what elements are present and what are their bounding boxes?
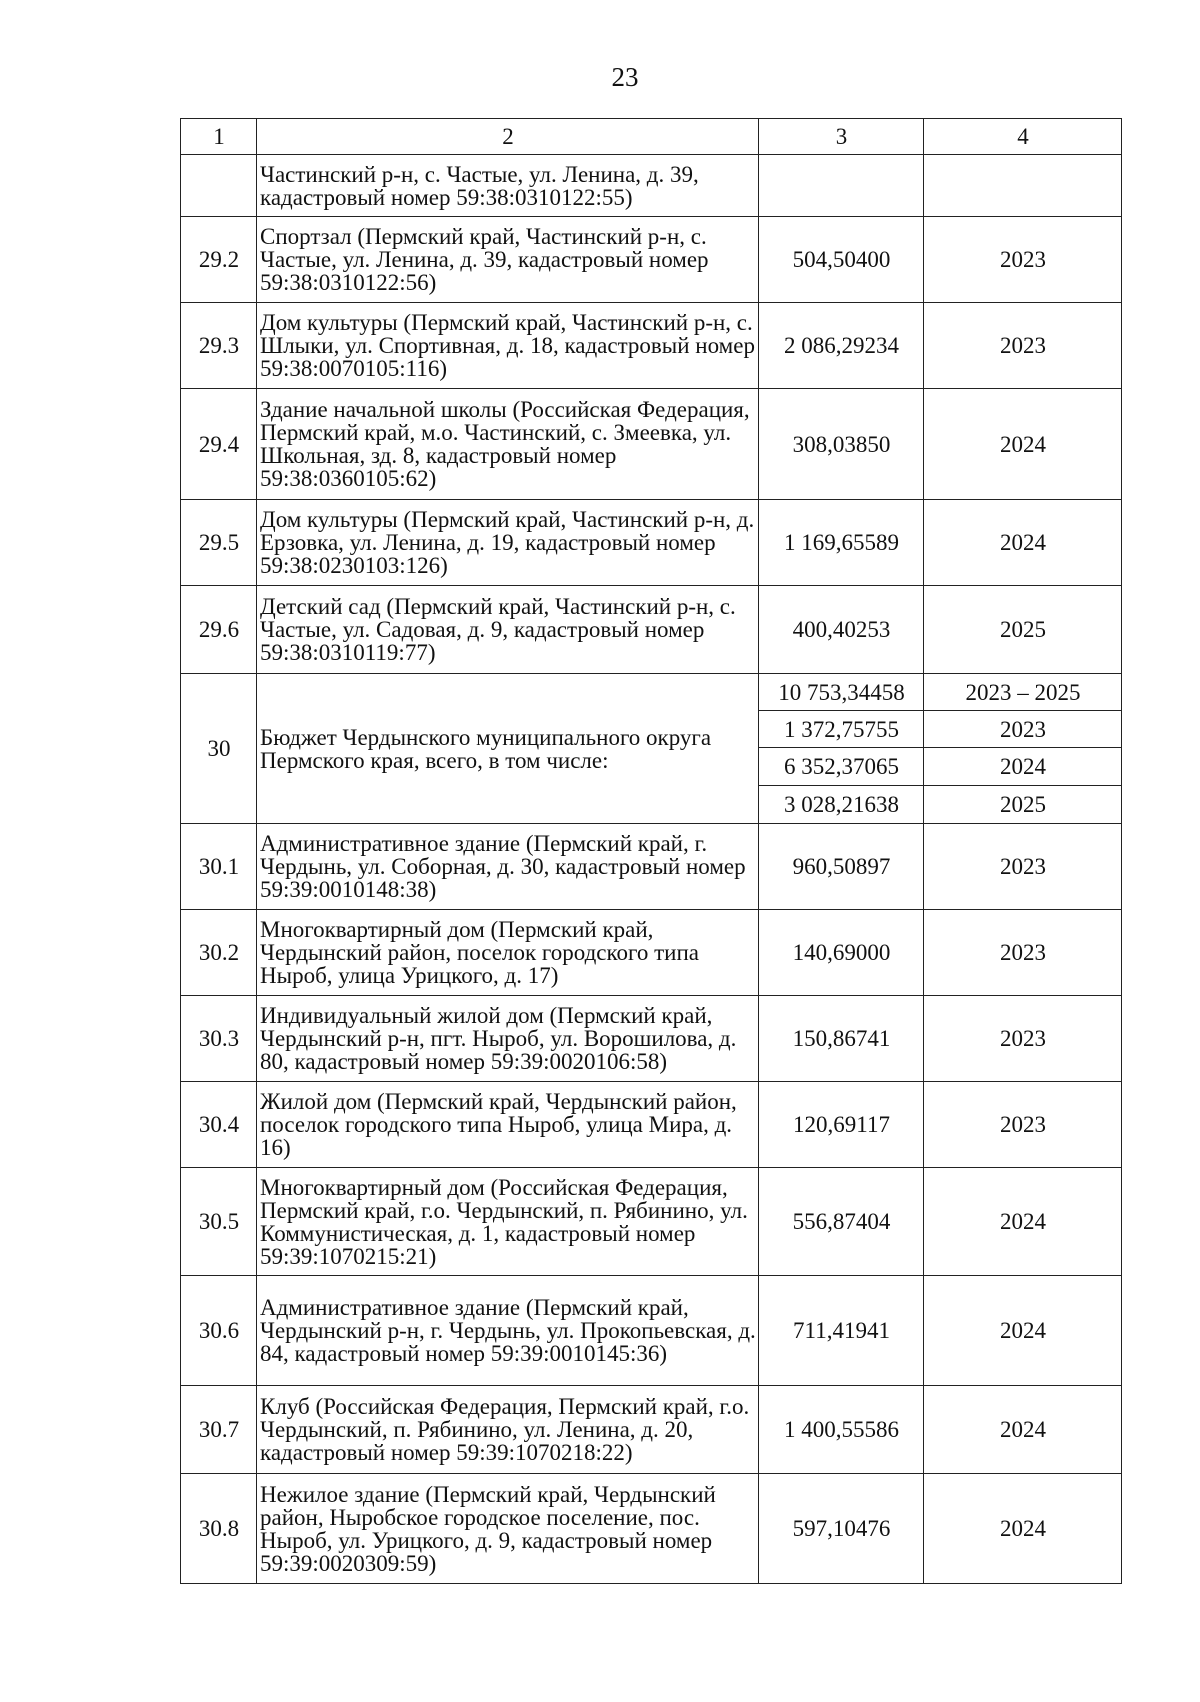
header-col-1: 1 <box>181 119 257 155</box>
row-number: 29.3 <box>181 303 257 389</box>
row-year: 2023 <box>924 217 1122 303</box>
budget-number: 30 <box>181 674 257 824</box>
row-description: Дом культуры (Пермский край, Частинский р-н, д. Ерзовка, ул. Ленина, д. 19, кадастровый номер 59:38:0230103:126) <box>257 500 759 586</box>
objects-table <box>180 118 1122 1584</box>
row-description: Индивидуальный жилой дом (Пермский край, Чердынский р-н, пгт. Ныроб, ул. Ворошилова, д. 80, кадастровый номер 59:39:0020106:58) <box>257 996 759 1082</box>
row-amount: 308,03850 <box>759 389 924 500</box>
table-row <box>181 996 1122 1082</box>
row-amount: 1 400,55586 <box>759 1386 924 1474</box>
row-amount: 1 169,65589 <box>759 500 924 586</box>
table-row <box>181 586 1122 674</box>
row-amount: 2 086,29234 <box>759 303 924 389</box>
budget-amount-total: 10 753,34458 <box>759 674 924 711</box>
row-description: Нежилое здание (Пермский край, Чердынский район, Ныробское городское поселение, пос. Ныроб, ул. Урицкого, д. 9, кадастровый номер 59:39:0020309:59) <box>257 1474 759 1584</box>
row-number: 29.2 <box>181 217 257 303</box>
row-number: 30.1 <box>181 824 257 910</box>
header-col-4: 4 <box>924 119 1122 155</box>
row-year: 2024 <box>924 1276 1122 1386</box>
table-row <box>181 500 1122 586</box>
budget-year: 2023 <box>924 711 1122 748</box>
row-year: 2023 <box>924 996 1122 1082</box>
page-number: 23 <box>611 62 639 92</box>
row-description: Частинский р-н, с. Частые, ул. Ленина, д. 39, кадастровый номер 59:38:0310122:55) <box>257 155 759 217</box>
row-number: 30.7 <box>181 1386 257 1474</box>
table-row <box>181 389 1122 500</box>
row-description: Многоквартирный дом (Российская Федерация, Пермский край, г.о. Чердынский, п. Рябинино, ул. Коммунистическая, д. 1, кадастровый номер 59:39:1070215:21) <box>257 1168 759 1276</box>
row-description: Детский сад (Пермский край, Частинский р-н, с. Частые, ул. Садовая, д. 9, кадастровый номер 59:38:0310119:77) <box>257 586 759 674</box>
row-description: Многоквартирный дом (Пермский край, Чердынский район, поселок городского типа Ныроб, улица Урицкого, д. 17) <box>257 910 759 996</box>
row-year: 2024 <box>924 1474 1122 1584</box>
table-row <box>181 1474 1122 1584</box>
row-amount: 120,69117 <box>759 1082 924 1168</box>
budget-year: 2025 <box>924 786 1122 824</box>
row-number: 30.8 <box>181 1474 257 1584</box>
table-row <box>181 303 1122 389</box>
table-row <box>181 1276 1122 1386</box>
row-amount <box>759 155 924 217</box>
row-description: Административное здание (Пермский край, Чердынский р-н, г. Чердынь, ул. Прокопьевская, д. 84, кадастровый номер 59:39:0010145:36) <box>257 1276 759 1386</box>
row-description: Жилой дом (Пермский край, Чердынский район, поселок городского типа Ныроб, улица Мира, д. 16) <box>257 1082 759 1168</box>
budget-row <box>181 674 1122 711</box>
header-col-3: 3 <box>759 119 924 155</box>
row-description: Клуб (Российская Федерация, Пермский край, г.о. Чердынский, п. Рябинино, ул. Ленина, д. 20, кадастровый номер 59:39:1070218:22) <box>257 1386 759 1474</box>
table-header-row <box>181 119 1122 155</box>
row-amount: 150,86741 <box>759 996 924 1082</box>
row-year: 2023 <box>924 910 1122 996</box>
row-amount: 960,50897 <box>759 824 924 910</box>
row-amount: 597,10476 <box>759 1474 924 1584</box>
table-row <box>181 910 1122 996</box>
table-row <box>181 217 1122 303</box>
row-year: 2025 <box>924 586 1122 674</box>
row-amount: 556,87404 <box>759 1168 924 1276</box>
budget-amount: 3 028,21638 <box>759 786 924 824</box>
budget-year: 2024 <box>924 748 1122 786</box>
row-number: 30.4 <box>181 1082 257 1168</box>
table-row <box>181 155 1122 217</box>
row-year: 2023 <box>924 824 1122 910</box>
row-amount: 504,50400 <box>759 217 924 303</box>
row-year: 2024 <box>924 500 1122 586</box>
row-description: Спортзал (Пермский край, Частинский р-н, с. Частые, ул. Ленина, д. 39, кадастровый номер 59:38:0310122:56) <box>257 217 759 303</box>
row-year: 2024 <box>924 1168 1122 1276</box>
row-year: 2023 <box>924 303 1122 389</box>
row-number: 30.3 <box>181 996 257 1082</box>
row-amount: 140,69000 <box>759 910 924 996</box>
table-row <box>181 1168 1122 1276</box>
row-number: 29.4 <box>181 389 257 500</box>
row-year: 2024 <box>924 1386 1122 1474</box>
row-amount: 400,40253 <box>759 586 924 674</box>
table-row <box>181 824 1122 910</box>
budget-year-total: 2023 – 2025 <box>924 674 1122 711</box>
row-number: 29.5 <box>181 500 257 586</box>
row-number: 29.6 <box>181 586 257 674</box>
row-number <box>181 155 257 217</box>
table-row <box>181 1386 1122 1474</box>
row-number: 30.6 <box>181 1276 257 1386</box>
budget-description: Бюджет Чердынского муниципального округа Пермского края, всего, в том числе: <box>257 674 759 824</box>
row-description: Здание начальной школы (Российская Федерация, Пермский край, м.о. Частинский, с. Змеевка, ул. Школьная, зд. 8, кадастровый номер 59:38:0360105:62) <box>257 389 759 500</box>
header-col-2: 2 <box>257 119 759 155</box>
row-description: Административное здание (Пермский край, г. Чердынь, ул. Соборная, д. 30, кадастровый номер 59:39:0010148:38) <box>257 824 759 910</box>
row-year <box>924 155 1122 217</box>
row-number: 30.5 <box>181 1168 257 1276</box>
budget-amount: 6 352,37065 <box>759 748 924 786</box>
budget-amount: 1 372,75755 <box>759 711 924 748</box>
table-row <box>181 1082 1122 1168</box>
row-year: 2023 <box>924 1082 1122 1168</box>
row-description: Дом культуры (Пермский край, Частинский р-н, с. Шлыки, ул. Спортивная, д. 18, кадастровый номер 59:38:0070105:116) <box>257 303 759 389</box>
row-amount: 711,41941 <box>759 1276 924 1386</box>
row-year: 2024 <box>924 389 1122 500</box>
row-number: 30.2 <box>181 910 257 996</box>
